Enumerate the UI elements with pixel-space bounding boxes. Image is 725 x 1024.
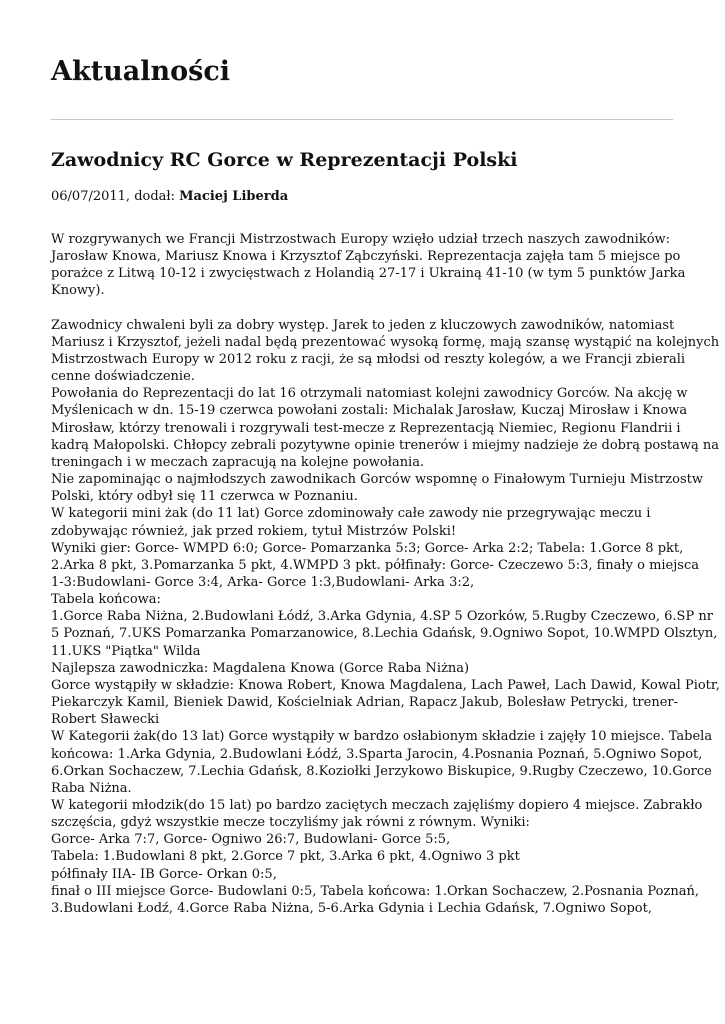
text-line: Nie zapominając o najmłodszych zawodnikach Gorców wspomnę o Finałowym Turnieju Mistrzostw xyxy=(51,472,703,488)
text-line: 11.UKS "Piątka" Wilda xyxy=(51,643,201,659)
article-meta xyxy=(51,187,288,207)
text-line: Mirosław, którzy trenowali i rozgrywali test-mecze z Reprezentacją Niemiec, Regionu Flandrii i xyxy=(51,420,681,436)
text-line: Wyniki gier: Gorce- WMPD 6:0; Gorce- Pomarzanka 5:3; Gorce- Arka 2:2; Tabela: 1.Gorce 8 pkt, xyxy=(51,540,684,556)
article-paragraph xyxy=(51,231,686,300)
text-line: Tabela: 1.Budowlani 8 pkt, 2.Gorce 7 pkt, 3.Arka 6 pkt, 4.Ogniwo 3 pkt xyxy=(51,849,520,865)
article-title: Zawodnicy RC Gorce w Reprezentacji Polski xyxy=(51,149,518,171)
text-line: Mariusz i Krzysztof, jeżeli nadal będą prezentować wysoką formę, mają szansę wystąpić na kolejnych xyxy=(51,334,720,350)
text-line: Robert Sławecki xyxy=(51,712,160,728)
text-line: końcowa: 1.Arka Gdynia, 2.Budowlani Łódź, 3.Sparta Jarocin, 4.Posnania Poznań, 5.Ogniwo Sopot, xyxy=(51,746,703,762)
text-line: szczęścia, gdyż wszystkie mecze toczyliśmy jak równi z równym. Wyniki: xyxy=(51,815,530,831)
text-line: Tabela końcowa: xyxy=(51,592,161,608)
text-line: finał o III miejsce Gorce- Budowlani 0:5, Tabela końcowa: 1.Orkan Sochaczew, 2.Posnania Poznań, xyxy=(51,883,699,899)
text-line: 1-3:Budowlani- Gorce 3:4, Arka- Gorce 1:3,Budowlani- Arka 3:2, xyxy=(51,574,475,590)
text-line: Jarosław Knowa, Mariusz Knowa i Krzysztof Ząbczyński. Reprezentacja zajęła tam 5 miejsce po xyxy=(51,249,681,265)
text-line: cenne doświadczenie. xyxy=(51,369,195,385)
text-line: 2.Arka 8 pkt, 3.Pomarzanka 5 pkt, 4.WMPD 3 pkt. półfinały: Gorce- Czeczewo 5:3, finały o miejsca xyxy=(51,557,699,573)
text-line: Knowy). xyxy=(51,283,105,299)
text-line: Gorce wystąpiły w składzie: Knowa Robert, Knowa Magdalena, Lach Paweł, Lach Dawid, Kowal Piotr, xyxy=(51,677,720,693)
text-line: Powołania do Reprezentacji do lat 16 otrzymali natomiast kolejni zawodnicy Gorców. Na akcję w xyxy=(51,386,688,402)
text-line: Mistrzostwach Europy w 2012 roku z racji, że są młodsi od reszty kolegów, a we Francji zbierali xyxy=(51,351,686,367)
text-line: Raba Niżna. xyxy=(51,780,132,796)
text-line: zdobywając również, jak przed rokiem, tytuł Mistrzów Polski! xyxy=(51,523,457,539)
article-body xyxy=(51,231,720,917)
article-author: Maciej Liberda xyxy=(179,189,289,204)
divider xyxy=(51,119,673,120)
text-line: Zawodnicy chwaleni byli za dobry występ. Jarek to jeden z kluczowych zawodników, natomiast xyxy=(51,317,675,333)
text-line: Gorce- Arka 7:7, Gorce- Ogniwo 26:7, Budowlani- Gorce 5:5, xyxy=(51,832,451,848)
text-line: Najlepsza zawodniczka: Magdalena Knowa (Gorce Raba Niżna) xyxy=(51,660,470,676)
text-line: Piekarczyk Kamil, Bieniek Dawid, Kościelniak Adrian, Rapacz Jakub, Bolesław Petrycki, trener- xyxy=(51,695,679,711)
text-line: W kategorii młodzik(do 15 lat) po bardzo zaciętych meczach zajęliśmy dopiero 4 miejsce. Zabrakło xyxy=(51,798,703,813)
article-paragraph xyxy=(51,317,720,917)
text-line: W rozgrywanych we Francji Mistrzostwach Europy wzięło udział trzech naszych zawodników: xyxy=(51,232,671,247)
text-line: Polski, który odbył się 11 czerwca w Poznaniu. xyxy=(51,489,358,505)
text-line: kadrą Małopolski. Chłopcy zebrali pozytywne opinie trenerów i miejmy nadzieje że dobrą postawą na xyxy=(51,437,720,453)
text-line: W kategorii mini żak (do 11 lat) Gorce zdominowały całe zawody nie przegrywając meczu i xyxy=(51,506,651,522)
text-line: porażce z Litwą 10-12 i zwycięstwach z Holandią 27-17 i Ukrainą 41-10 (w tym 5 punktów Jarka xyxy=(51,266,686,282)
article-date-label: 06/07/2011, dodał: xyxy=(51,189,180,204)
text-line: półfinały IIA- IB Gorce- Orkan 0:5, xyxy=(51,866,277,882)
text-line: Myślenicach w dn. 15-19 czerwca powołani zostali: Michalak Jarosław, Kuczaj Mirosław i Knowa xyxy=(51,403,688,419)
text-line: treningach i w meczach zapracują na kolejne powołania. xyxy=(51,454,425,470)
text-line: 5 Poznań, 7.UKS Pomarzanka Pomarzanowice, 8.Lechia Gdańsk, 9.Ogniwo Sopot, 10.WMPD Olsztyn, xyxy=(51,626,718,642)
text-line: 6.Orkan Sochaczew, 7.Lechia Gdańsk, 8.Koziołki Jerzykowo Biskupice, 9.Rugby Czeczewo, 10.Gorce xyxy=(51,763,712,779)
text-line: 3.Budowlani Łodź, 4.Gorce Raba Niżna, 5-6.Arka Gdynia i Lechia Gdańsk, 7.Ogniwo Sopot, xyxy=(51,900,652,916)
text-line: 1.Gorce Raba Niżna, 2.Budowlani Łódź, 3.Arka Gdynia, 4.SP 5 Ozorków, 5.Rugby Czeczewo, 6.SP nr xyxy=(51,609,713,625)
text-line: W Kategorii żak(do 13 lat) Gorce wystąpiły w bardzo osłabionym składzie i zajęły 10 miejsce. Tabela xyxy=(51,729,713,745)
page-title: Aktualności xyxy=(51,56,231,87)
